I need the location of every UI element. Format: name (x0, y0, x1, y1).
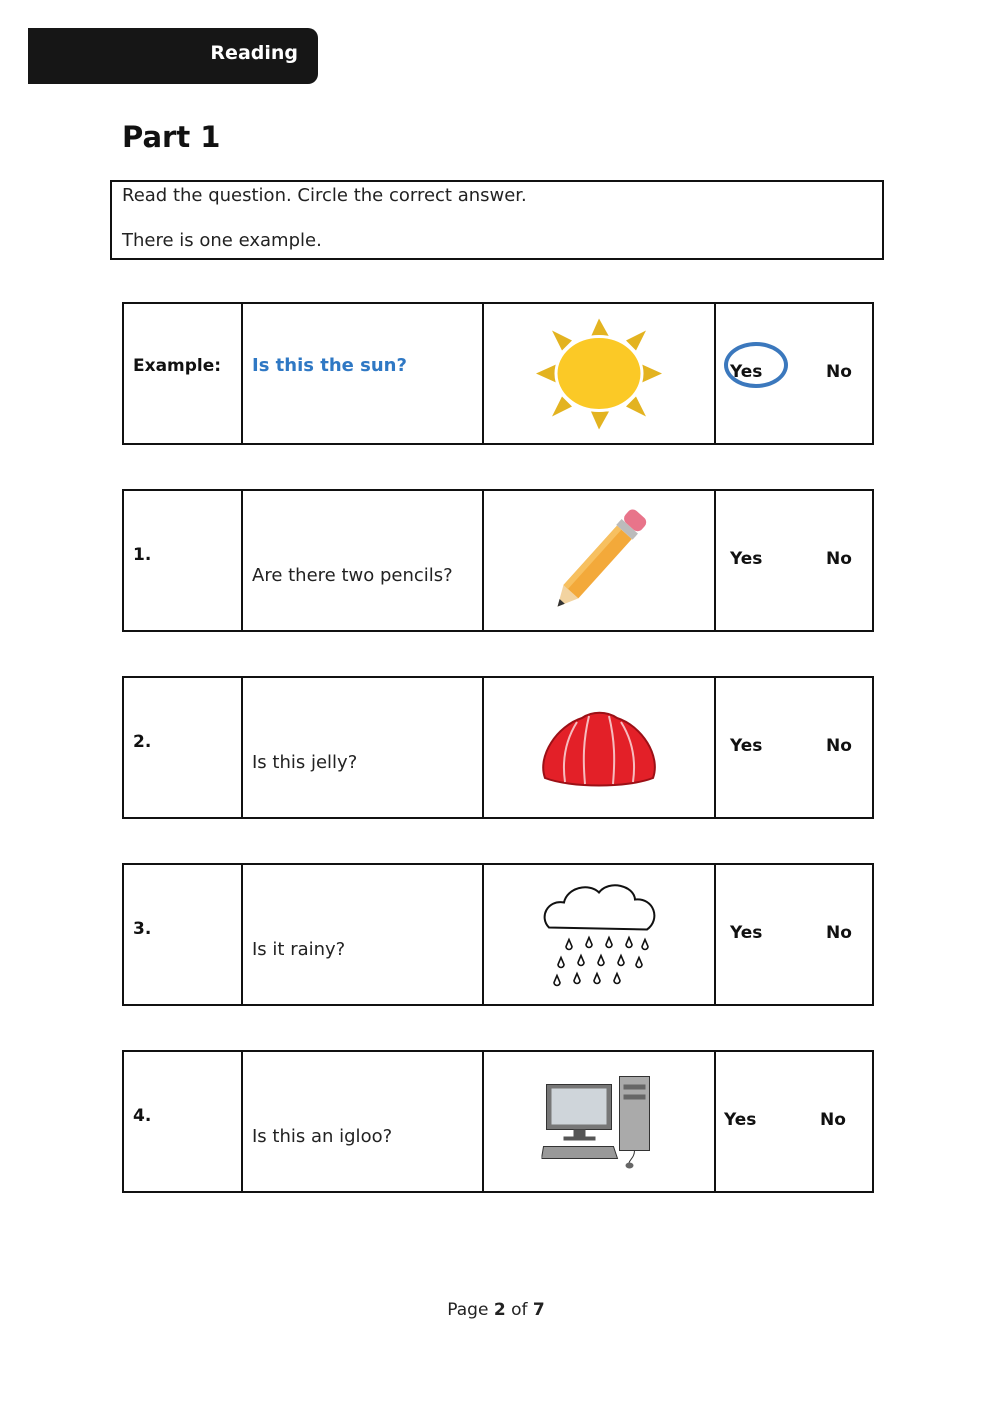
yes-option[interactable]: Yes (730, 736, 763, 756)
question-row (122, 1050, 874, 1193)
pencil-image (539, 503, 659, 618)
yes-option[interactable]: Yes (730, 549, 763, 569)
question-row (122, 676, 874, 819)
question-text: Are there two pencils? (252, 565, 453, 586)
instruction-line: Read the question. Circle the correct answer. (122, 185, 527, 206)
no-option[interactable]: No (826, 549, 852, 569)
question-text: Is this the sun? (252, 355, 407, 376)
row-label: 4. (133, 1106, 152, 1126)
question-text: Is it rainy? (252, 939, 346, 960)
row-label: 2. (133, 732, 152, 752)
question-text: Is this jelly? (252, 752, 358, 773)
no-option[interactable]: No (826, 923, 852, 943)
yes-option[interactable]: Yes (724, 1110, 757, 1130)
computer-image (542, 1074, 657, 1169)
no-option[interactable]: No (820, 1110, 846, 1130)
sun-image (534, 316, 664, 431)
no-option[interactable]: No (826, 736, 852, 756)
example-row (122, 302, 874, 445)
row-label: Example: (133, 356, 222, 376)
question-text: Is this an igloo? (252, 1126, 393, 1147)
row-label: 3. (133, 919, 152, 939)
section-title: Reading (210, 42, 298, 64)
yes-option[interactable]: Yes (730, 923, 763, 943)
section-banner (28, 28, 318, 84)
page-number: Page 2 of 7 (447, 1300, 545, 1320)
question-row (122, 489, 874, 632)
instruction-line: There is one example. (122, 230, 322, 251)
no-option[interactable]: No (826, 362, 852, 382)
row-label: 1. (133, 545, 152, 565)
jelly-image (537, 706, 661, 790)
question-row (122, 863, 874, 1006)
yes-option[interactable]: Yes (730, 362, 763, 382)
rain-cloud-image (539, 877, 659, 992)
instructions-box (110, 180, 884, 260)
part-title: Part 1 (122, 120, 221, 154)
